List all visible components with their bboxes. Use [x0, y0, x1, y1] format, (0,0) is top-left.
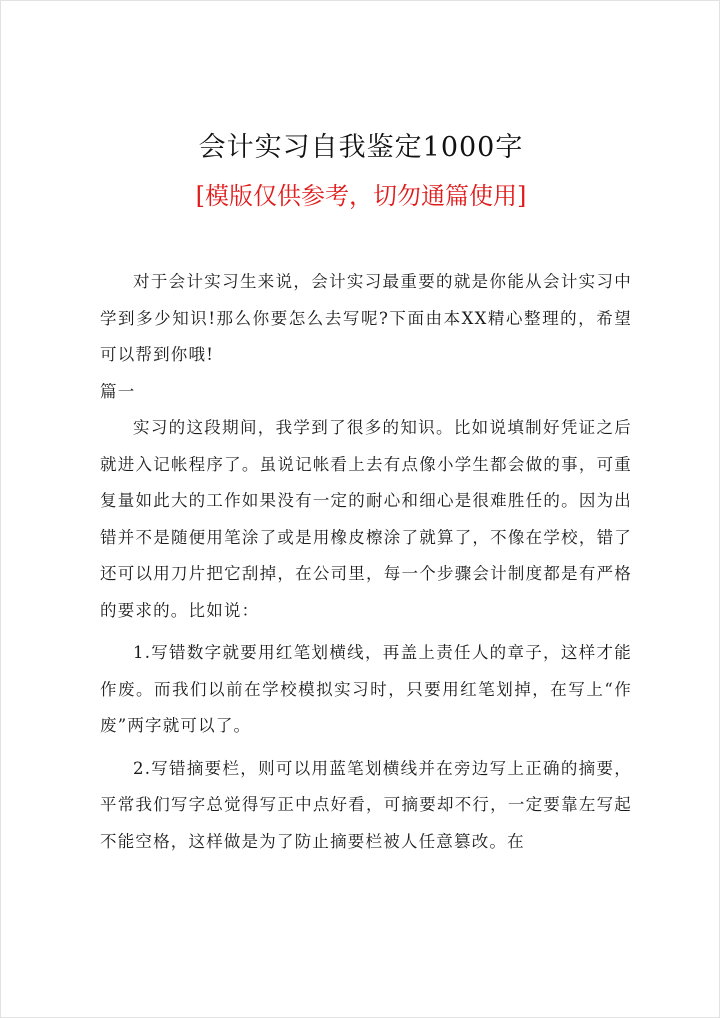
list-item-1: 1.写错数字就要用红笔划横线，再盖上责任人的章子，这样才能作废。而我们以前在学校模拟实习时，只要用红笔划掉，在写上“作废”两字就可以了。: [100, 643, 632, 735]
list-item-2: 2.写错摘要栏，则可以用蓝笔划横线并在旁边写上正确的摘要，平常我们写字总觉得写正中点好看，可摘要却不行，一定要靠左写起不能空格，这样做是为了防止摘要栏被人任意篡改。在: [100, 758, 632, 851]
intro-paragraph: 对于会计实习生来说，会计实习最重要的就是你能从会计实习中学到多少知识!那么你要怎么去写呢?下面由本XX精心整理的，希望可以帮到你哦!: [100, 272, 632, 364]
template-notice: [模版仅供参考，切勿通篇使用]: [195, 182, 527, 210]
document-body: [100, 264, 632, 860]
body-paragraph: 实习的这段期间，我学到了很多的知识。比如说填制好凭证之后就进入记帐程序了。虽说记帐看上去有点像小学生都会做的事，可重复量如此大的工作如果没有一定的耐心和细心是很难胜任的。因为出错并不是随便用笔涂了或是用橡皮檫涂了就算了，不像在学校，错了还可以用刀片把它刮掉，在公司里，每一个步骤会计制度都是有严格的要求的。比如说：: [100, 418, 632, 620]
page-title: 会计实习自我鉴定1000字: [198, 132, 524, 163]
section-label: 篇一: [100, 381, 136, 401]
